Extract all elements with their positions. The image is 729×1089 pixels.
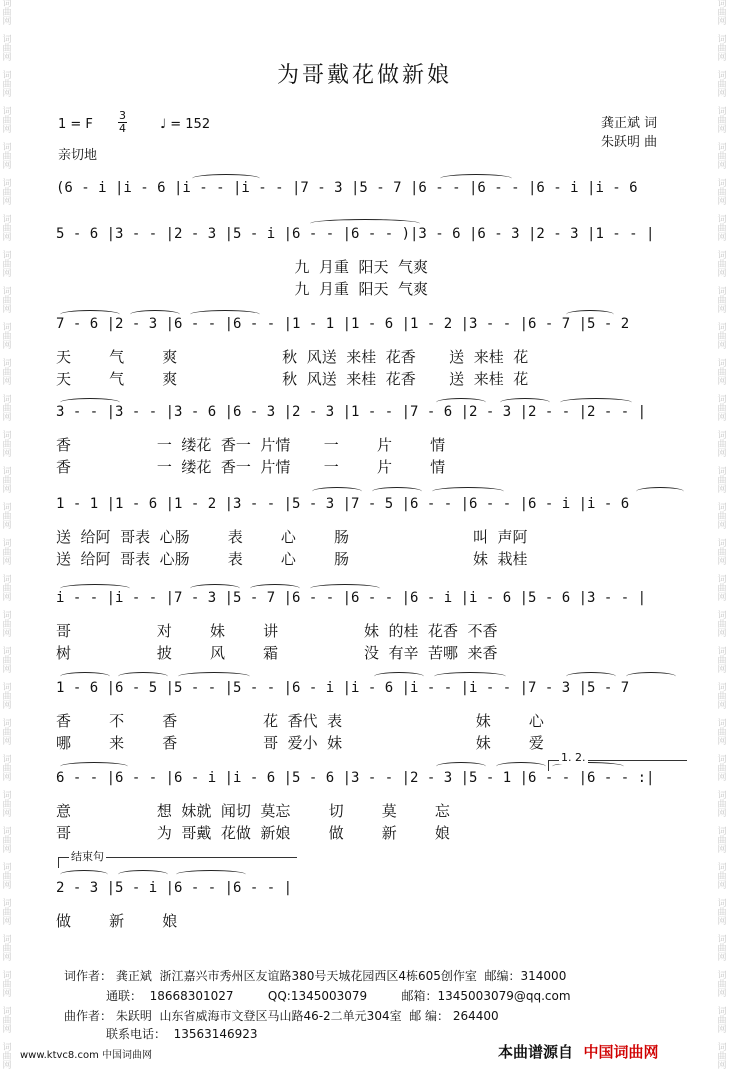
watermark-text: 词曲网 [2, 143, 12, 171]
watermark-text: 词曲网 [2, 755, 12, 783]
watermark-text: 词曲网 [2, 251, 12, 279]
watermark-text: 词曲网 [717, 359, 727, 387]
lyric-line: 香 不 香 花 香代 表 妹 心 [56, 712, 544, 730]
lyric-line: 哥 对 妹 讲 妹 的桂 花香 不香 [56, 622, 498, 640]
slur [178, 672, 250, 681]
watermark-text: 词曲网 [2, 647, 12, 675]
watermark-text: 词曲网 [717, 1007, 727, 1035]
watermark-text: 词曲网 [717, 719, 727, 747]
slur [496, 762, 546, 771]
watermark-text: 词曲网 [2, 611, 12, 639]
watermark-text: 词曲网 [2, 323, 12, 351]
watermark-text: 词曲网 [2, 395, 12, 423]
watermark-right [715, 0, 729, 1089]
watermark-text: 词曲网 [717, 179, 727, 207]
slur [60, 310, 120, 319]
watermark-text: 词曲网 [717, 251, 727, 279]
footer-composer-contact: 联系电话： 13563146923 [64, 1027, 258, 1041]
watermark-text: 词曲网 [717, 827, 727, 855]
watermark-text: 词曲网 [717, 899, 727, 927]
watermark-text: 词曲网 [717, 107, 727, 135]
watermark-text: 词曲网 [717, 71, 727, 99]
time-signature [118, 110, 127, 135]
watermark-text: 词曲网 [2, 791, 12, 819]
slur [310, 584, 380, 593]
slur [436, 398, 486, 407]
watermark-text: 词曲网 [2, 1007, 12, 1035]
slur [176, 870, 246, 879]
lyricist-credit: 龚正斌 词 [601, 116, 658, 131]
slur [118, 870, 168, 879]
watermark-text: 词曲网 [2, 431, 12, 459]
notation-line: 6 - - |6 - - |6 - i |i - 6 |5 - 6 |3 - - |2 - 3 |5 - 1 |6 - - |6 - - :| [56, 770, 655, 786]
ending-label: 结束句 [71, 850, 104, 863]
watermark-text: 词曲网 [717, 215, 727, 243]
lyric-line: 香 一 缕花 香一 片情 一 片 情 [56, 458, 446, 476]
watermark-text: 词曲网 [717, 35, 727, 63]
watermark-text: 词曲网 [2, 683, 12, 711]
lyric-line: 天 气 爽 秋 风送 来桂 花香 送 来桂 花 [56, 370, 529, 388]
slur [312, 487, 362, 496]
watermark-text: 词曲网 [717, 503, 727, 531]
lyric-line: 香 一 缕花 香一 片情 一 片 情 [56, 436, 446, 454]
watermark-text: 词曲网 [717, 287, 727, 315]
slur [436, 762, 486, 771]
expression-marking: 亲切地 [58, 148, 98, 163]
watermark-text: 词曲网 [2, 971, 12, 999]
lyric-line: 哪 来 香 哥 爱小 妹 妹 爱 [56, 734, 544, 752]
watermark-text: 词曲网 [717, 575, 727, 603]
volta-label: 1. 2. [561, 751, 586, 764]
slur [60, 762, 128, 771]
watermark-text: 词曲网 [717, 323, 727, 351]
slur [130, 310, 180, 319]
notation-line: (6 - i |i - 6 |i - - |i - - |7 - 3 |5 - 7 |6 - - |6 - - |6 - i |i - 6 [56, 180, 638, 196]
watermark-text: 词曲网 [2, 215, 12, 243]
watermark-text: 词曲网 [2, 107, 12, 135]
watermark-text: 词曲网 [717, 863, 727, 891]
watermark-text: 词曲网 [2, 719, 12, 747]
watermark-text: 词曲网 [2, 1043, 12, 1071]
slur [566, 672, 616, 681]
notation-line: 3 - - |3 - - |3 - 6 |6 - 3 |2 - 3 |1 - - |7 - 6 |2 - 3 |2 - - |2 - - | [56, 404, 647, 420]
slur [566, 310, 614, 319]
watermark-text: 词曲网 [717, 971, 727, 999]
watermark-text: 词曲网 [2, 0, 12, 27]
ending-bracket [58, 850, 297, 868]
notation-line: 5 - 6 |3 - - |2 - 3 |5 - i |6 - - |6 - - )|3 - 6 |6 - 3 |2 - 3 |1 - - | [56, 226, 655, 242]
watermark-text: 词曲网 [2, 539, 12, 567]
slur [434, 672, 506, 681]
watermark-text: 词曲网 [2, 863, 12, 891]
lyric-line: 做 新 娘 [56, 912, 178, 930]
lyric-line: 意 想 妹就 闻切 莫忘 切 莫 忘 [56, 802, 450, 820]
slur [500, 398, 550, 407]
watermark-text: 词曲网 [2, 359, 12, 387]
watermark-text: 词曲网 [2, 827, 12, 855]
notation-line: i - - |i - - |7 - 3 |5 - 7 |6 - - |6 - - |6 - i |i - 6 |5 - 6 |3 - - | [56, 590, 647, 606]
time-denominator: 4 [119, 122, 126, 135]
slur [372, 487, 422, 496]
tempo-marking: ♩ = 152 [160, 117, 211, 132]
watermark-text: 词曲网 [2, 899, 12, 927]
slur [60, 584, 130, 593]
footer-lyricist-contact: 通联： 18668301027 QQ:1345003079 邮箱：1345003079@qq.com [64, 989, 571, 1003]
slur [432, 487, 504, 496]
watermark-left [0, 0, 14, 1089]
lyric-line: 九 月重 阳天 气爽 [56, 258, 429, 276]
watermark-text: 词曲网 [717, 611, 727, 639]
slur [60, 870, 108, 879]
lyric-line: 送 给阿 哥表 心肠 表 心 肠 叫 声阿 [56, 528, 528, 546]
slur [250, 584, 300, 593]
slur [60, 672, 110, 681]
watermark-text: 词曲网 [2, 467, 12, 495]
watermark-text: 词曲网 [717, 935, 727, 963]
watermark-text: 词曲网 [2, 35, 12, 63]
watermark-text: 词曲网 [717, 143, 727, 171]
watermark-text: 词曲网 [717, 683, 727, 711]
watermark-text: 词曲网 [2, 575, 12, 603]
song-title: 为哥戴花做新娘 [276, 63, 452, 88]
slur [192, 174, 260, 183]
lyric-line: 哥 为 哥戴 花做 新娘 做 新 娘 [56, 824, 450, 842]
slur [310, 219, 420, 228]
source-credit [498, 1041, 658, 1062]
slur [374, 672, 424, 681]
lyric-line: 九 月重 阳天 气爽 [56, 280, 429, 298]
source-brand: 中国词曲网 [583, 1043, 659, 1061]
watermark-text: 词曲网 [717, 791, 727, 819]
source-label: 本曲谱源自 [498, 1043, 574, 1061]
footer-composer: 曲作者： 朱跃明 山东省威海市文登区马山路46-2二单元304室 邮 编： 264400 [64, 1009, 499, 1023]
watermark-text: 词曲网 [2, 503, 12, 531]
watermark-text: 词曲网 [2, 287, 12, 315]
watermark-text: 词曲网 [2, 71, 12, 99]
notation-line: 7 - 6 |2 - 3 |6 - - |6 - - |1 - 1 |1 - 6 |1 - 2 |3 - - |6 - 7 |5 - 2 [56, 316, 630, 332]
slur [60, 398, 120, 407]
time-numerator: 3 [119, 109, 126, 122]
notation-line: 1 - 1 |1 - 6 |1 - 2 |3 - - |5 - 3 |7 - 5 |6 - - |6 - - |6 - i |i - 6 [56, 496, 630, 512]
notation-line: 2 - 3 |5 - i |6 - - |6 - - | [56, 880, 293, 896]
site-url: www.ktvc8.com 中国词曲网 [20, 1050, 153, 1061]
slur [190, 584, 240, 593]
watermark-text: 词曲网 [717, 431, 727, 459]
lyric-line: 树 披 风 霜 没 有辛 苦哪 来香 [56, 644, 498, 662]
watermark-text: 词曲网 [717, 539, 727, 567]
footer-lyricist: 词作者： 龚正斌 浙江嘉兴市秀州区友谊路380号天城花园西区4栋605创作室 邮编：314000 [64, 969, 567, 983]
watermark-text: 词曲网 [717, 467, 727, 495]
watermark-text: 词曲网 [717, 647, 727, 675]
volta-bracket [548, 751, 687, 771]
slur [626, 672, 676, 681]
watermark-text: 词曲网 [2, 179, 12, 207]
slur [190, 310, 260, 319]
watermark-text: 词曲网 [717, 755, 727, 783]
key-signature: 1 = F [58, 117, 93, 132]
slur [636, 487, 684, 496]
composer-credit: 朱跃明 曲 [601, 135, 658, 150]
lyric-line: 天 气 爽 秋 风送 来桂 花香 送 来桂 花 [56, 348, 529, 366]
watermark-text: 词曲网 [2, 935, 12, 963]
lyric-line: 送 给阿 哥表 心肠 表 心 肠 妹 栽桂 [56, 550, 528, 568]
watermark-text: 词曲网 [717, 1043, 727, 1071]
slur [560, 398, 632, 407]
notation-line: 1 - 6 |6 - 5 |5 - - |5 - - |6 - i |i - 6 |i - - |i - - |7 - 3 |5 - 7 [56, 680, 630, 696]
watermark-text: 词曲网 [717, 395, 727, 423]
watermark-text: 词曲网 [717, 0, 727, 27]
slur [440, 174, 512, 183]
slur [118, 672, 168, 681]
